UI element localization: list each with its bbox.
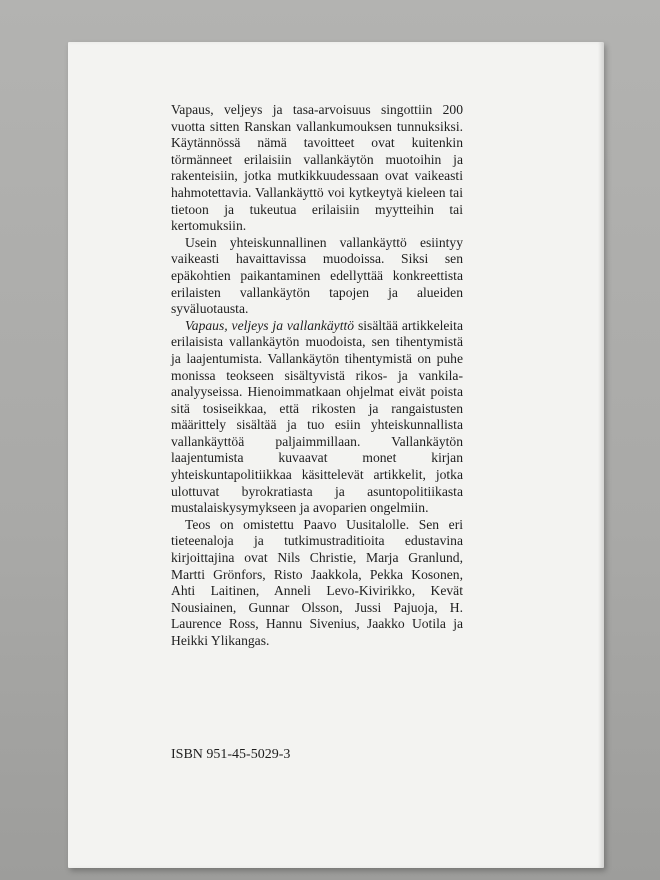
paragraph-text: Usein yhteiskunnallinen vallankäyttö esiintyy vaikeasti havaittavissa muodoissa. Siksi sen epäkohtien paikantaminen edellyttää konkreettista erilaisten vallankäytön tapojen ja alueiden syväluotausta.	[171, 234, 463, 317]
blurb-paragraph-4	[171, 517, 463, 650]
blurb-paragraph-2	[171, 235, 463, 318]
paragraph-text: sisältää artikkeleita erilaisista vallankäytön muodoista, sen tihentymistä ja laajentumista. Vallankäytön tihentymistä on puhe monissa teokseen sisältyvistä rikos- ja vankila-analyyseissa. Hienoimmatkaan ohjelmat eivät poista sitä tosiseikkaa, että rikosten ja rangaistusten määrittely sisältää ja tuo esiin yhteiskunnallista vallankäyttöä paljaimmillaan. Vallankäytön laajentumista kuvaavat monet kirjan yhteiskuntapolitiikkaa käsittelevät artikkelit, jotka ulottuvat byrokratiasta ja asuntopolitiikasta mustalaiskysymykseen ja avoparien ongelmiin.	[171, 317, 463, 516]
book-title-italic: Vapaus, veljeys ja vallankäyttö	[185, 317, 355, 333]
blurb-paragraph-3	[171, 318, 463, 517]
paragraph-text: Teos on omistettu Paavo Uusitalolle. Sen eri tieteenaloja ja tutkimustraditioita edustavina kirjoittajina ovat Nils Christie, Marja Granlund, Martti Grönfors, Risto Jaakkola, Pekka Kosonen, Ahti Laitinen, Anneli Levo-Kivirikko, Kevät Nousiainen, Gunnar Olsson, Jussi Pajuoja, H. Laurence Ross, Hannu Sivenius, Jaakko Uotila ja Heikki Ylikangas.	[171, 516, 463, 648]
blurb-text	[171, 102, 463, 650]
book-back-cover	[68, 42, 604, 868]
blurb-paragraph-1	[171, 102, 463, 235]
isbn-number: ISBN 951-45-5029-3	[171, 747, 291, 762]
paragraph-text: Vapaus, veljeys ja tasa-arvoisuus singottiin 200 vuotta sitten Ranskan vallankumouksen tunnuksiksi. Käytännössä nämä tavoitteet ovat kuitenkin törmänneet erilaisiin vallankäytön muotoihin ja rakenteisiin, jotka mutkikkuudessaan ovat vaikeasti hahmotettavia. Vallankäyttö voi kytkeytyä kieleen tai tietoon ja tukeutua erilaisiin myytteihin tai kertomuksiin.	[171, 102, 463, 234]
